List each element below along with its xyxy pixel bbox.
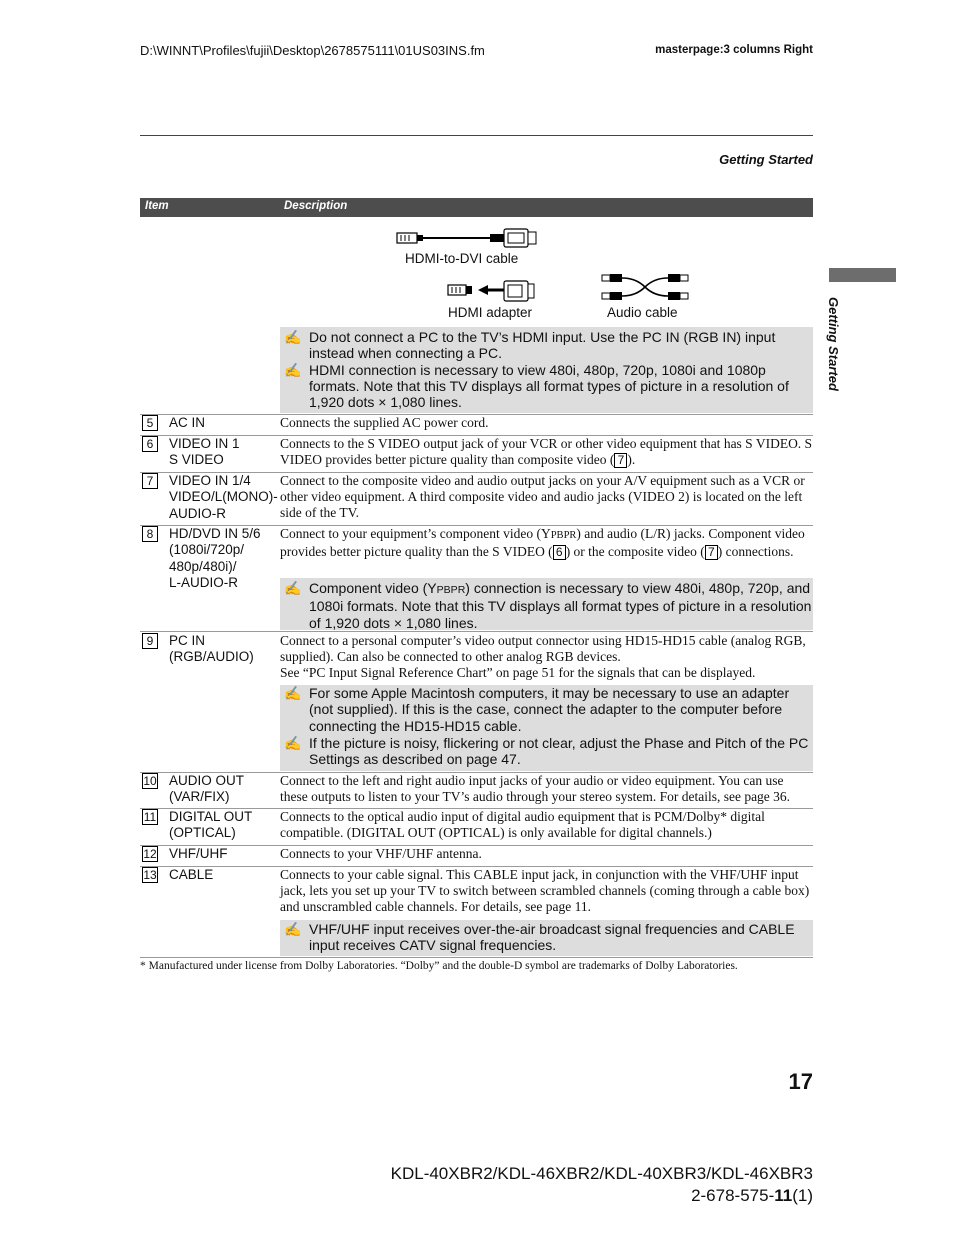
file-path: D:\WINNT\Profiles\fujii\Desktop\2678575111\01US03INS.fm <box>140 43 485 58</box>
row-divider <box>140 957 813 958</box>
item-number-10: 10 <box>143 774 157 788</box>
note-pencil-icon: ✍ <box>284 580 302 596</box>
item-name-audio-out: AUDIO OUT (VAR/FIX) <box>169 773 245 805</box>
item-name-vhf-uhf: VHF/UHF <box>169 846 228 861</box>
desc-vhf-uhf: Connects to your VHF/UHF antenna. <box>280 846 482 861</box>
desc-pc-in: Connect to a personal computer’s video output connector using HD15-HD15 cable (analog RGB, supplied). Can also be connected to other analog RGB devices. See “PC Input Signal Reference Chart” on page 51 for the signals that can be displayed. <box>280 633 806 681</box>
item-name-video-in-1-4: VIDEO IN 1/4 VIDEO/L(MONO)- AUDIO-R <box>169 473 278 521</box>
hdmi-notes: ✍ Do not connect a PC to the TV’s HDMI input. Use the PC IN (RGB IN) input instead when connecting a PC. ✍ HDMI connection is necessary to view 480i, 480p, 720p, 1080i and 1080p formats. Note that this TV displays all format types of picture in a resolution of 1,920 dots × 1,080 lines. <box>280 327 813 413</box>
item-number-7: 7 <box>142 473 158 489</box>
model-numbers: KDL-40XBR2/KDL-46XBR2/KDL-40XBR3/KDL-46XBR3 <box>390 1164 813 1183</box>
hdmi-dvi-cable-illustration <box>395 226 545 250</box>
note-pencil-icon: ✍ <box>284 685 302 701</box>
item-name-digital-out: DIGITAL OUT (OPTICAL) <box>169 809 253 841</box>
note-pencil-icon: ✍ <box>284 329 302 345</box>
desc-ac-in: Connects the supplied AC power cord. <box>280 415 489 430</box>
item-name-cable: CABLE <box>169 867 214 882</box>
item-name-pc-in: PC IN (RGB/AUDIO) <box>169 633 254 665</box>
audio-cable-illustration <box>600 272 690 304</box>
part-number: 2-678-575-11(1) <box>691 1186 813 1205</box>
item-number-6: 6 <box>142 436 158 452</box>
item-name-hd-dvd-in: HD/DVD IN 5/6 (1080i/720p/ 480p/480i)/ L-AUDIO-R <box>169 526 261 590</box>
component-video-note: ✍ Component video (YPBPR) connection is necessary to view 480i, 480p, 720p, and 1080i formats. Note that this TV displays all format types of picture in a resolution of 1,920 dots × 1,080 lines. <box>280 578 813 630</box>
item-number-11: 11 <box>143 810 157 824</box>
side-tab-bar <box>829 268 896 282</box>
footnote: * Manufactured under license from Dolby Laboratories. “Dolby” and the double-D symbol are trademarks of Dolby Laboratories. <box>140 960 738 972</box>
item-number-5: 5 <box>142 415 158 431</box>
section-title: Getting Started <box>719 152 813 167</box>
header-item: Item <box>145 200 169 212</box>
item-number-12: 12 <box>143 847 157 861</box>
ref-item-7: 7 <box>705 545 718 560</box>
table-header <box>140 198 813 217</box>
pc-in-notes: ✍ For some Apple Macintosh computers, it may be necessary to use an adapter (not supplied). If this is the case, connect the adapter to the computer before connecting the HD15-HD15 cable. ✍ If the picture is noisy, flickering or not clear, adjust the Phase and Pitch of the PC Settings as described on page 47. <box>280 685 813 771</box>
row-divider <box>140 631 813 632</box>
item-number-9: 9 <box>142 633 158 649</box>
audio-cable-caption: Audio cable <box>607 305 678 320</box>
hdmi-adapter-caption: HDMI adapter <box>448 305 533 320</box>
desc-digital-out: Connects to the optical audio input of digital audio equipment that is PCM/Dolby* digital compatible. (DIGITAL OUT (OPTICAL) is only available for digital channels.) <box>280 809 765 841</box>
desc-audio-out: Connect to the left and right audio input jacks of your audio or video equipment. You can use these outputs to listen to your TV’s audio through your stereo system. For details, see page 36. <box>280 773 791 805</box>
desc-hd-dvd-in: Connect to your equipment’s component video (YPBPR) and audio (L/R) jacks. Component video provides better picture quality than the S VIDEO ( 6 ) or the composite video ( 7 ) connections. <box>280 526 805 560</box>
page-number: 17 <box>788 1069 813 1094</box>
side-tab-label: Getting Started <box>826 297 841 391</box>
desc-video-in-1: Connects to the S VIDEO output jack of your VCR or other video equipment that has S VIDEO. S VIDEO provides better picture quality than composite video ( 7 ). <box>280 436 813 468</box>
item-number-8: 8 <box>142 526 158 542</box>
hdmi-dvi-cable-caption: HDMI-to-DVI cable <box>405 251 519 266</box>
note-pencil-icon: ✍ <box>284 734 302 751</box>
note-pencil-icon: ✍ <box>284 921 302 937</box>
desc-video-in-1-4: Connect to the composite video and audio output jacks on your A/V equipment such as a VCR or other video equipment. A third composite video and audio jacks (VIDEO 2) is located on the left side of the TV. <box>280 473 805 521</box>
ref-item-7: 7 <box>614 453 627 468</box>
item-number-13: 13 <box>143 868 157 882</box>
masterpage-label: masterpage:3 columns Right <box>655 44 813 56</box>
cable-note: ✍ VHF/UHF input receives over-the-air broadcast signal frequencies and CABLE input receives CATV signal frequencies. <box>280 920 813 956</box>
hdmi-adapter-illustration <box>446 277 538 303</box>
header-rule <box>140 135 813 136</box>
note-pencil-icon: ✍ <box>284 361 302 378</box>
ref-item-6: 6 <box>553 545 566 560</box>
item-name-video-in-1: VIDEO IN 1 S VIDEO <box>169 436 240 468</box>
item-name-ac-in: AC IN <box>169 415 206 430</box>
header-description: Description <box>284 200 348 212</box>
desc-cable: Connects to your cable signal. This CABLE input jack, in conjunction with the VHF/UHF input jack, lets you set up your TV to switch between scrambled channels (coming through a cable box) and unscrambled cable channels. For details, see page 11. <box>280 867 810 915</box>
